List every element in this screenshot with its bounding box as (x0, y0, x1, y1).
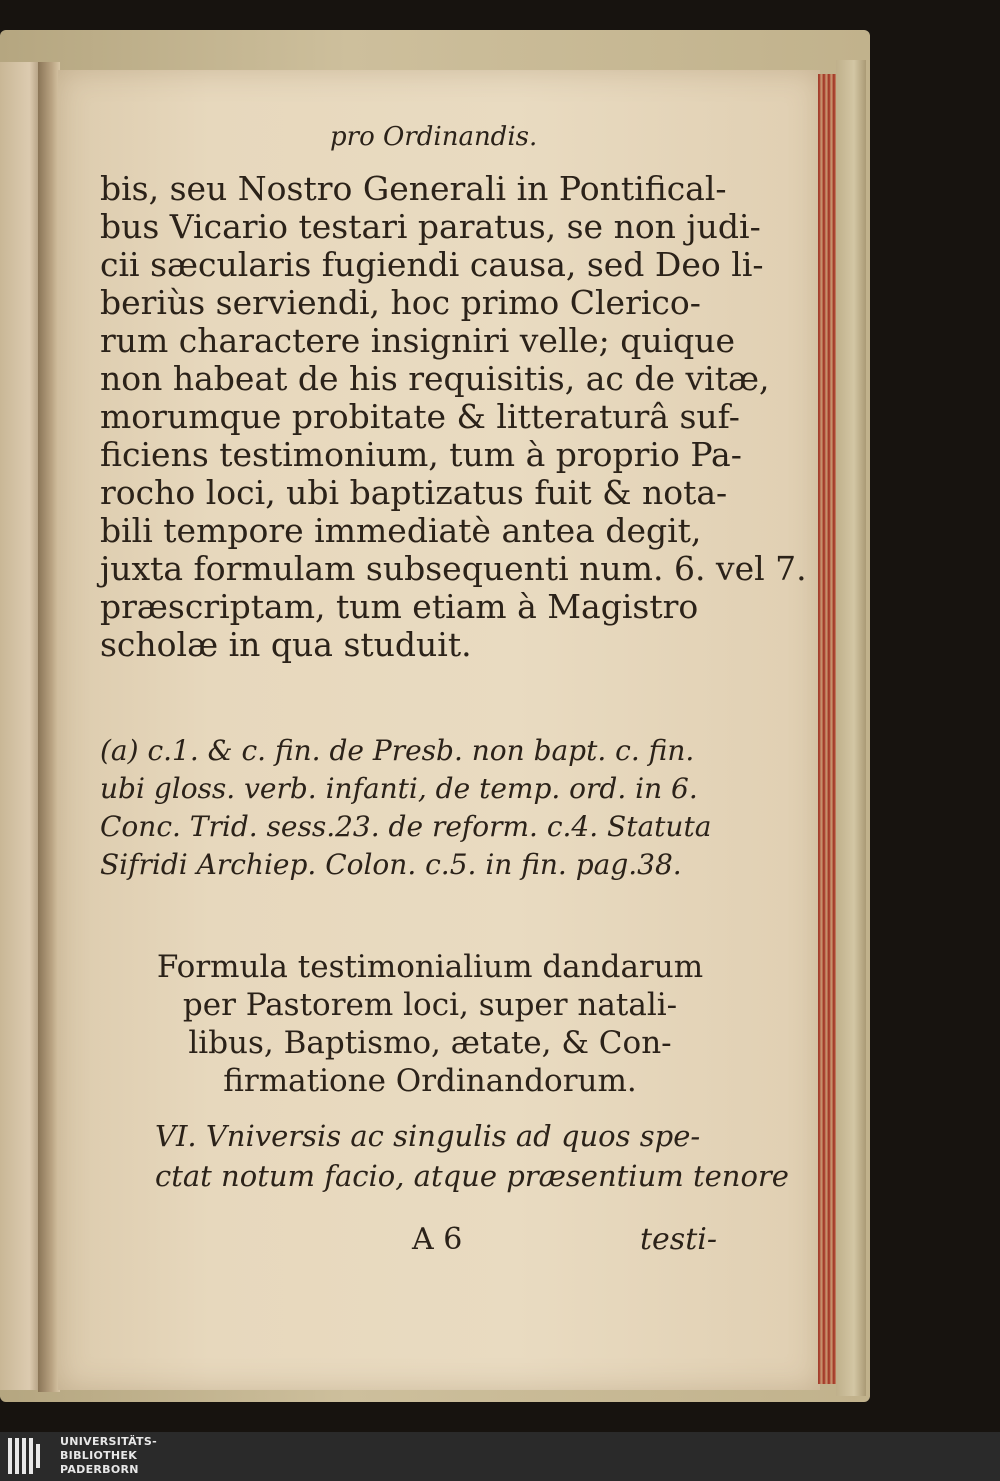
formula-heading (150, 948, 710, 1100)
library-logo-text (60, 1435, 157, 1477)
text-line: bili tempore immediatè antea degit, (100, 511, 702, 550)
note-line: ubi gloss. verb. infanti, de temp. ord. in 6. (100, 772, 698, 805)
logo-line: BIBLIOTHEK (60, 1449, 138, 1462)
heading-line: per Pastorem loci, super natali- (182, 987, 678, 1023)
text-line: juxta formulam subsequenti num. 6. vel 7. (100, 549, 807, 588)
logo-line: PADERBORN (60, 1463, 139, 1476)
text-line: morumque probitate & litteraturâ suf- (100, 397, 740, 436)
formula-line: VI. Vniversis ac singulis ad quos spe- (155, 1119, 701, 1153)
note-line: Conc. Trid. sess.23. de reform. c.4. Statuta (100, 810, 712, 843)
text-line: rum charactere insigniri velle; quique (100, 321, 736, 360)
text-line: ficiens testimonium, tum à proprio Pa- (100, 435, 742, 474)
text-line: rocho loci, ubi baptizatus fuit & nota- (100, 473, 728, 512)
note-line: Sifridi Archiep. Colon. c.5. in fin. pag.38. (100, 848, 682, 881)
running-head-text: pro Ordinandis. (330, 122, 538, 152)
text-line: præscriptam, tum etiam à Magistro (100, 587, 699, 626)
heading-line: libus, Baptismo, ætate, & Con- (188, 1025, 672, 1061)
heading-line: firmatione Ordinandorum. (223, 1063, 637, 1099)
running-head (330, 122, 750, 152)
cover-edge (836, 60, 866, 1396)
text-line: scholæ in qua studuit. (100, 625, 472, 664)
footer-bar (0, 1432, 1000, 1481)
logo-line: UNIVERSITÄTS- (60, 1435, 157, 1448)
signature-mark: A 6 (412, 1222, 463, 1257)
text-line: non habeat de his requisitis, ac de vitæ, (100, 359, 770, 398)
formula-text (155, 1116, 789, 1196)
main-text-block (100, 169, 807, 664)
page-edges-red (818, 74, 836, 1384)
heading-line: Formula testimonialium dandarum (156, 949, 704, 985)
formula-line: ctat notum facio, atque præsentium tenore (155, 1159, 789, 1193)
text-line: beriùs serviendi, hoc primo Clerico- (100, 283, 701, 322)
text-line: cii sæcularis fugiendi causa, sed Deo li- (100, 245, 764, 284)
left-page-edge (0, 62, 42, 1390)
text-line: bus Vicario testari paratus, se non judi- (100, 207, 761, 246)
library-logo-icon (8, 1438, 48, 1476)
note-line: (a) c.1. & c. fin. de Presb. non bapt. c. fin. (100, 734, 695, 767)
catchword: testi- (640, 1222, 717, 1257)
book-gutter (38, 62, 60, 1392)
text-line: bis, seu Nostro Generali in Pontifical- (100, 169, 727, 208)
footnote-block (100, 732, 740, 884)
